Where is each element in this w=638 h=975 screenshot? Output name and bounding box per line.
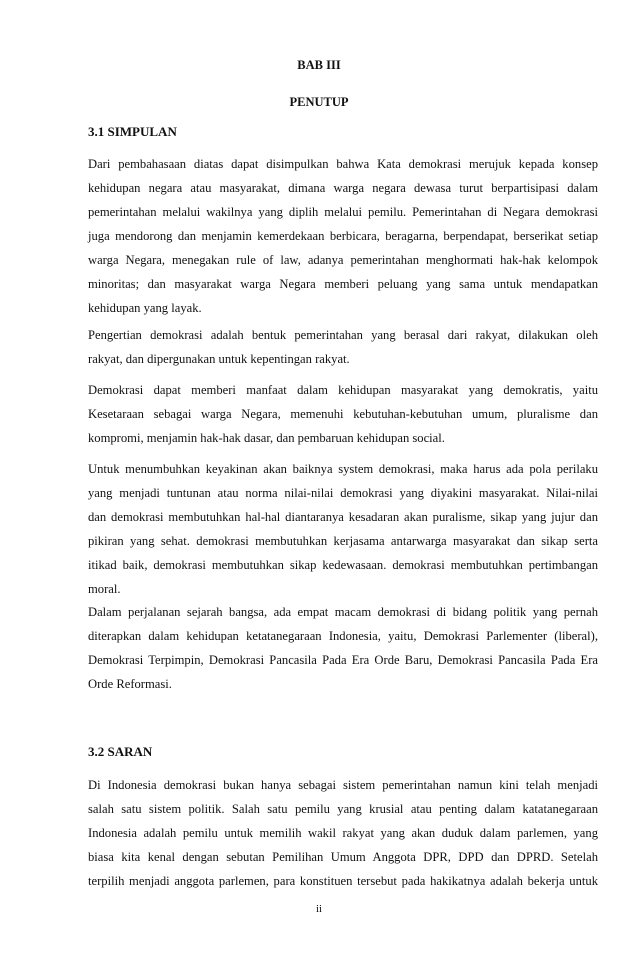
text-line: rakyat, dan dipergunakan untuk kepentingan rakyat. bbox=[88, 352, 350, 366]
text-line: Pengertian demokrasi adalah bentuk pemerintahan yang berasal dari rakyat, dilakukan oleh bbox=[88, 328, 598, 342]
text-line: Indonesia adalah pemilu untuk memilih wakil rakyat yang akan duduk dalam parlemen, yang bbox=[88, 826, 598, 840]
text-line: Kesetaraan sebagai warga Negara, memenuhi kebutuhan-kebutuhan umum, pluralisme dan bbox=[88, 407, 598, 421]
text-line: moral. bbox=[88, 582, 121, 596]
page-number: ii bbox=[315, 903, 323, 915]
simpulan-paragraph-1 bbox=[88, 152, 598, 320]
text-line: kehidupan yang layak. bbox=[88, 301, 202, 315]
saran-paragraph-1 bbox=[88, 773, 598, 893]
text-line: terpilih menjadi anggota parlemen, para konstituen tersebut pada hakikatnya adalah bekerja untuk bbox=[88, 874, 598, 888]
text-line: juga mendorong dan menjamin kemerdekaan berbicara, beragarna, berpendapat, berserikat setiap bbox=[88, 229, 598, 243]
simpulan-paragraph-5 bbox=[88, 600, 598, 696]
text-line: Dalam perjalanan sejarah bangsa, ada empat macam demokrasi di bidang politik yang pernah bbox=[88, 605, 598, 619]
text-line: biasa kita kenal dengan sebutan Pemilihan Umum Anggota DPR, DPD dan DPRD. Setelah bbox=[88, 850, 598, 864]
text-line: yang menjadi tuntunan atau norma nilai-nilai demokrasi yang diyakini masyarakat. Nilai-nilai bbox=[88, 486, 598, 500]
text-line: Di Indonesia demokrasi bukan hanya sebagai sistem pemerintahan namun kini telah menjadi bbox=[88, 778, 598, 792]
text-line: Demokrasi dapat memberi manfaat dalam kehidupan masyarakat yang demokratis, yaitu bbox=[88, 383, 598, 397]
text-line: diterapkan dalam kehidupan ketatanegaraan Indonesia, yaitu, Demokrasi Parlementer (liberal), bbox=[88, 629, 598, 643]
text-line: Orde Reformasi. bbox=[88, 677, 172, 691]
text-line: kompromi, menjamin hak-hak dasar, dan pembaruan kehidupan social. bbox=[88, 431, 445, 445]
text-line: minoritas; dan masyarakat warga Negara memberi peluang yang sama untuk mendapatkan bbox=[88, 277, 598, 291]
text-line: Dari pembahasaan diatas dapat disimpulkan bahwa Kata demokrasi merujuk kepada konsep bbox=[88, 157, 598, 171]
simpulan-paragraph-3 bbox=[88, 378, 598, 450]
text-line: Demokrasi Terpimpin, Demokrasi Pancasila Pada Era Orde Baru, Demokrasi Pancasila Pada Era bbox=[88, 653, 598, 667]
text-line: pikiran yang sehat. demokrasi membutuhkan kerjasama antarwarga masyarakat dan sikap serta bbox=[88, 534, 598, 548]
simpulan-paragraph-4 bbox=[88, 457, 598, 601]
section-heading-saran: 3.2 SARAN bbox=[88, 744, 153, 759]
chapter-label: BAB III bbox=[297, 58, 341, 72]
text-line: Untuk menumbuhkan keyakinan akan baiknya system demokrasi, maka harus ada pola perilaku bbox=[88, 462, 598, 476]
section-heading-simpulan: 3.1 SIMPULAN bbox=[88, 124, 177, 139]
simpulan-paragraph-2 bbox=[88, 323, 598, 371]
text-line: salah satu sistem politik. Salah satu pemilu yang krusial atau penting dalam katatanegaraan bbox=[88, 802, 598, 816]
chapter-title: PENUTUP bbox=[289, 95, 349, 109]
text-line: warga Negara, menegakan rule of law, adanya pemerintahan menghormati hak-hak kelompok bbox=[88, 253, 598, 267]
text-line: pemerintahan melalui wakilnya yang diplih melalui pemilu. Pemerintahan di Negara demokrasi bbox=[88, 205, 598, 219]
text-line: dan demokrasi membutuhkan hal-hal diantaranya kesadaran akan puralisme, sikap yang jujur dan bbox=[88, 510, 598, 524]
text-line: itikad baik, demokrasi membutuhkan sikap kedewasaan. demokrasi membutuhkan pertimbangan bbox=[88, 558, 598, 572]
text-line: kehidupan negara atau masyarakat, dimana warga negara dewasa turut berpartisipasi dalam bbox=[88, 181, 598, 195]
